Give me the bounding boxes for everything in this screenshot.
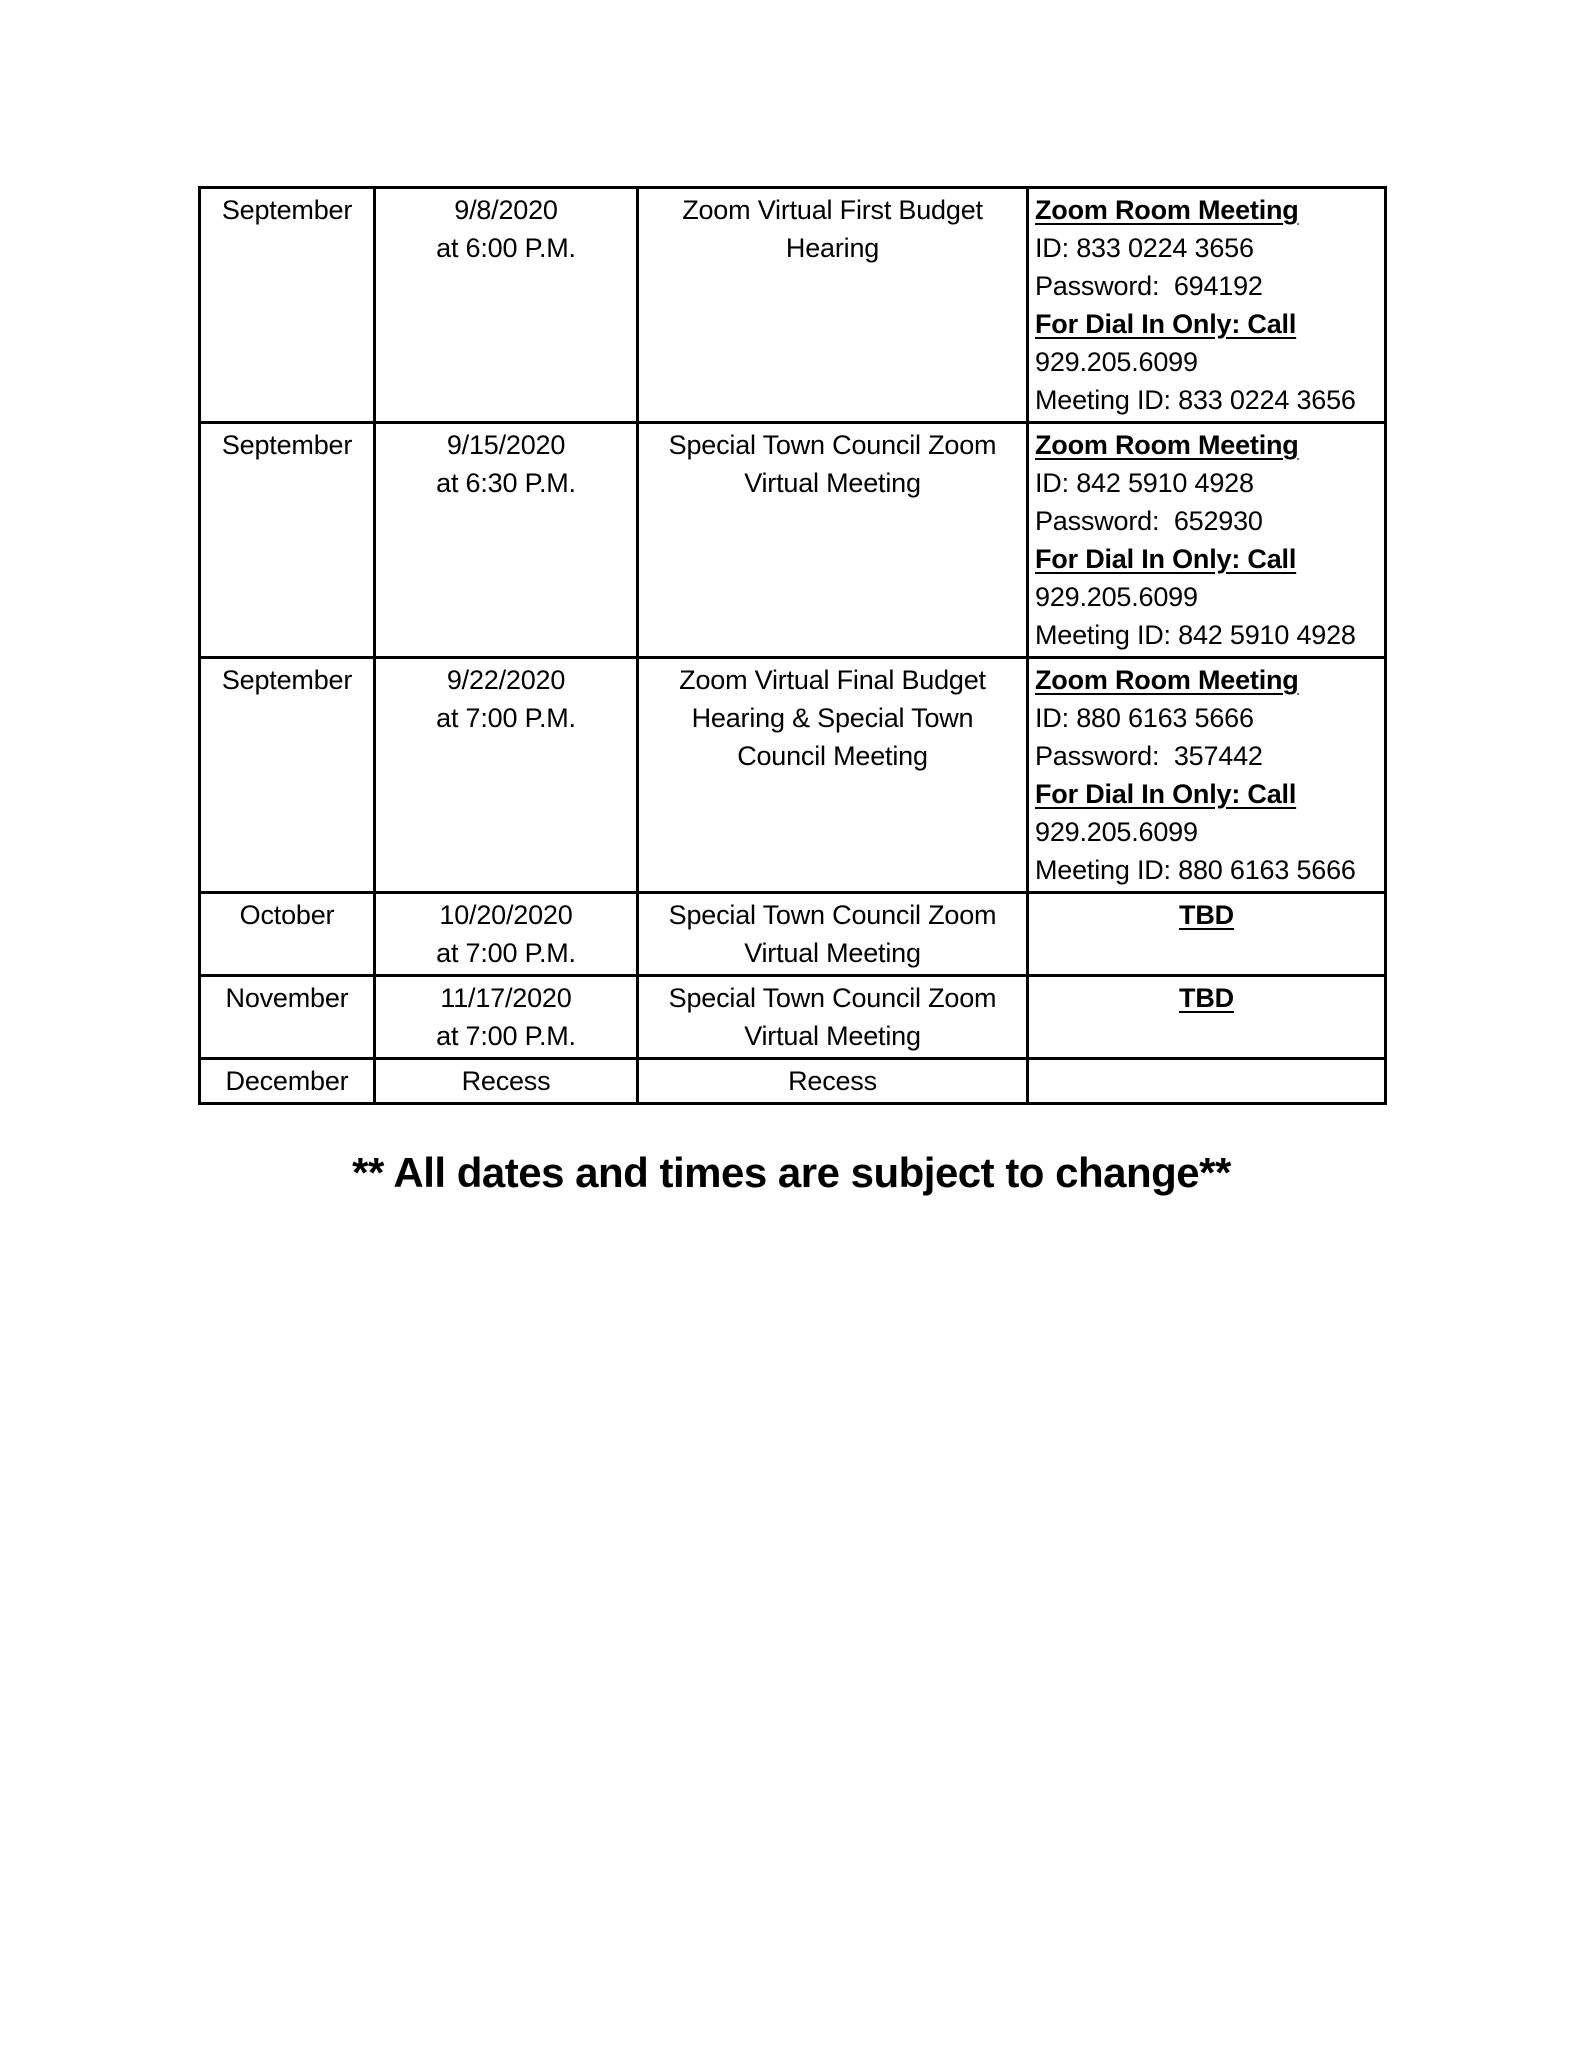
description-line: Virtual Meeting	[744, 938, 921, 968]
schedule-table	[198, 186, 1387, 1105]
date-line: 9/22/2020	[446, 665, 566, 695]
description-cell	[638, 893, 1028, 976]
table-row	[200, 423, 1386, 658]
zoom-detail-heading: For Dial In Only: Call	[1035, 309, 1297, 339]
description-line: Hearing	[785, 233, 880, 263]
month-label: September	[221, 195, 353, 225]
month-label: September	[221, 665, 353, 695]
zoom-details-cell	[1028, 423, 1386, 658]
zoom-detail-line: ID: 842 5910 4928	[1035, 468, 1254, 498]
zoom-detail-line: 929.205.6099	[1035, 582, 1198, 612]
description-line: Special Town Council Zoom	[668, 430, 997, 460]
table-row	[200, 893, 1386, 976]
date-cell	[375, 423, 638, 658]
date-line: Recess	[461, 1066, 551, 1096]
zoom-detail-line: 929.205.6099	[1035, 817, 1198, 847]
zoom-detail-line: ID: 833 0224 3656	[1035, 233, 1254, 263]
month-label: October	[239, 900, 335, 930]
description-cell	[638, 976, 1028, 1059]
month-cell	[200, 1059, 375, 1104]
date-line: 11/17/2020	[440, 983, 572, 1013]
zoom-detail-line: Meeting ID: 880 6163 5666	[1035, 855, 1356, 885]
month-cell	[200, 893, 375, 976]
description-line: Zoom Virtual First Budget	[682, 195, 983, 225]
zoom-details-cell	[1028, 658, 1386, 893]
zoom-details-cell	[1028, 893, 1386, 976]
date-line: at 6:00 P.M.	[436, 233, 576, 263]
zoom-detail-heading: For Dial In Only: Call	[1035, 779, 1297, 809]
zoom-detail-heading: TBD	[1179, 983, 1234, 1013]
month-cell	[200, 188, 375, 423]
zoom-detail-line: Password: 357442	[1035, 741, 1263, 771]
date-cell	[375, 188, 638, 423]
description-cell	[638, 423, 1028, 658]
date-line: at 7:00 P.M.	[436, 1021, 576, 1051]
date-line: at 6:30 P.M.	[436, 468, 576, 498]
description-line: Virtual Meeting	[744, 468, 921, 498]
subject-to-change-note: ** All dates and times are subject to change**	[352, 1149, 1231, 1196]
description-line: Council Meeting	[737, 741, 928, 771]
date-cell	[375, 658, 638, 893]
zoom-details-cell	[1028, 188, 1386, 423]
date-line: at 7:00 P.M.	[436, 938, 576, 968]
table-row	[200, 188, 1386, 423]
zoom-detail-heading: TBD	[1179, 900, 1234, 930]
zoom-detail-heading: Zoom Room Meeting	[1035, 665, 1299, 695]
description-line: Recess	[788, 1066, 877, 1096]
month-cell	[200, 658, 375, 893]
date-cell	[375, 1059, 638, 1104]
date-cell	[375, 976, 638, 1059]
description-line: Zoom Virtual Final Budget	[679, 665, 986, 695]
zoom-detail-line: 929.205.6099	[1035, 347, 1198, 377]
date-line: at 7:00 P.M.	[436, 703, 576, 733]
date-line: 9/8/2020	[454, 195, 558, 225]
table-row	[200, 658, 1386, 893]
zoom-detail-line: Password: 652930	[1035, 506, 1263, 536]
description-line: Special Town Council Zoom	[668, 900, 997, 930]
month-label: November	[225, 983, 349, 1013]
description-cell	[638, 188, 1028, 423]
description-line: Hearing & Special Town	[691, 703, 974, 733]
zoom-detail-heading: Zoom Room Meeting	[1035, 195, 1299, 225]
zoom-detail-line: Password: 694192	[1035, 271, 1263, 301]
month-label: December	[225, 1066, 349, 1096]
description-cell	[638, 1059, 1028, 1104]
table-row	[200, 1059, 1386, 1104]
date-line: 10/20/2020	[439, 900, 573, 930]
table-row	[200, 976, 1386, 1059]
date-cell	[375, 893, 638, 976]
zoom-detail-heading: Zoom Room Meeting	[1035, 430, 1299, 460]
description-cell	[638, 658, 1028, 893]
zoom-detail-line: Meeting ID: 833 0224 3656	[1035, 385, 1356, 415]
date-line: 9/15/2020	[446, 430, 566, 460]
zoom-detail-heading: For Dial In Only: Call	[1035, 544, 1297, 574]
description-line: Virtual Meeting	[744, 1021, 921, 1051]
month-label: September	[221, 430, 353, 460]
zoom-details-cell	[1028, 1059, 1386, 1104]
zoom-detail-line: ID: 880 6163 5666	[1035, 703, 1254, 733]
zoom-detail-line: Meeting ID: 842 5910 4928	[1035, 620, 1356, 650]
month-cell	[200, 976, 375, 1059]
schedule-table-body	[200, 188, 1386, 1104]
month-cell	[200, 423, 375, 658]
zoom-details-cell	[1028, 976, 1386, 1059]
description-line: Special Town Council Zoom	[668, 983, 997, 1013]
